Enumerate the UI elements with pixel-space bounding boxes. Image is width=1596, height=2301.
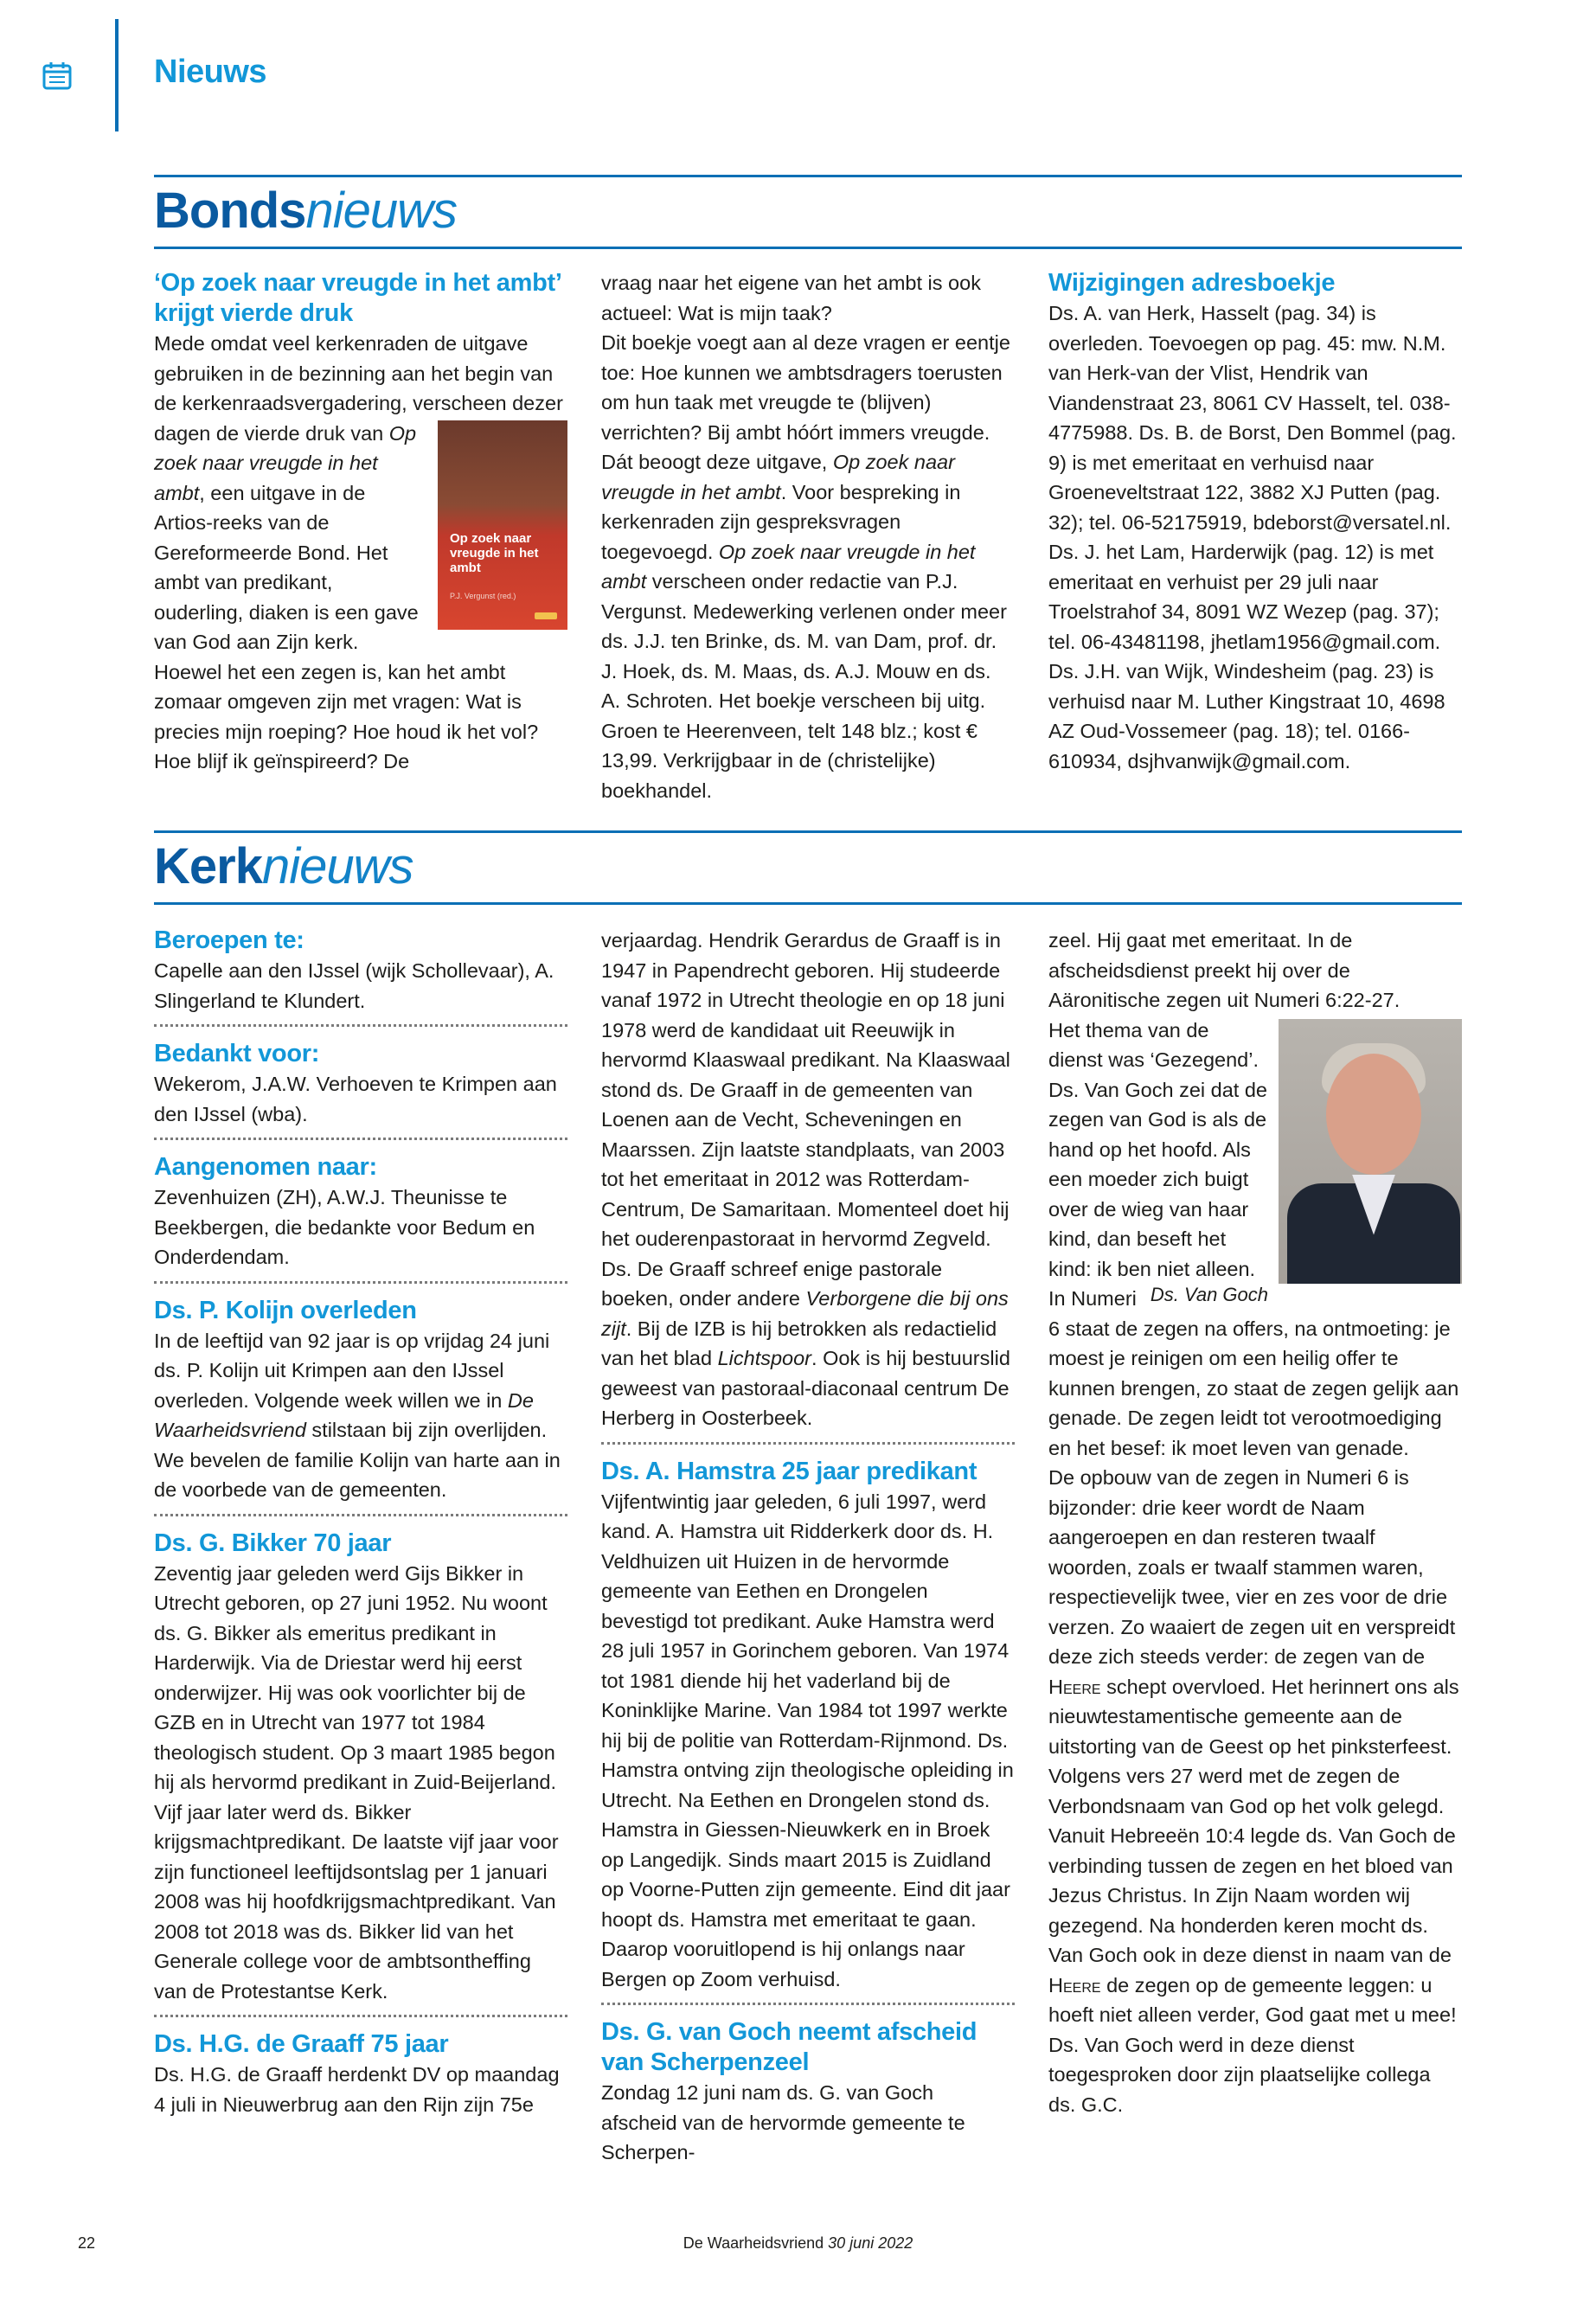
dotted-divider xyxy=(601,2003,1015,2005)
bonds-bottom-rule xyxy=(154,247,1462,249)
dotted-divider xyxy=(154,2015,567,2017)
article-text: Wekerom, J.A.W. Verhoeven te Krimpen aan den IJssel (wba). xyxy=(154,1073,557,1125)
footer-credit xyxy=(0,2234,1596,2253)
article-heading: Beroepen te: xyxy=(154,926,304,954)
bonds-top-rule xyxy=(154,175,1462,177)
dotted-divider xyxy=(154,1024,567,1027)
article-text: In de leeftijd van 92 jaar is op vrijdag 24 juni ds. P. Kolijn uit Krimpen aan den IJssel overleden. Volgende week willen we in De Waarheidsvriend stilstaan bij zijn overlijden. We bevelen de familie Kolijn van harte aan in de voorbede van de gemeenten. xyxy=(154,1329,561,1501)
bonds-title: Bondsnieuws xyxy=(154,183,457,239)
article-text: Het thema van de dienst was ‘Gezegend’. Ds. Van Goch zei dat de zegen van God is als de hand op het hoofd. Als een moeder zich buigt over de wieg van haar kind, dan beseft het kind: ik ben niet alleen. Ds. Van Goch xyxy=(1048,1016,1462,1285)
photo-caption: Ds. Van Goch xyxy=(1150,1284,1268,1305)
publisher-logo xyxy=(535,612,557,619)
bonds-column-2 xyxy=(601,268,1015,805)
page-number: 22 xyxy=(78,2234,96,2252)
article-text: Mede omdat veel kerkenraden de uitgave gebruiken in de bezinning aan het begin van de kerkenraadsvergadering, verscheen dezer dagen de vierde druk van Op zoek naar vreugde in het ambt P.J. Vergunst (red.) Op zoek naar vreugde in het ambt, een uitgave in de Artios-reeks van de Gereformeerde Bond. Het ambt van predikant, ouderling, diaken is een gave van God aan Zijn kerk. Hoewel het een zegen is, kan het ambt zomaar omgeven zijn met vragen: Wat is precies mijn roeping? Hoe houd ik het vol? Hoe blijf ik geïnspireerd? De xyxy=(154,329,567,777)
article-text: Dit boekje voegt aan al deze vragen er eentje toe: Hoe kunnen we ambtsdragers toerusten om hun taak met vreugde te (blijven) verrichten? Bij ambt hóórt immers vreugde. Dát beoogt deze uitgave, Op zoek naar vreugde in het ambt. Voor bespreking in kerkenraden zijn gespreksvragen toegevoegd. Op zoek naar vreugde in het ambt verscheen onder redactie van P.J. Vergunst. Medewerking verlenen onder meer ds. J.J. ten Brinke, ds. M. van Dam, prof. dr. J. Hoek, ds. M. Maas, ds. A.J. Mouw en ds. A. Schroten. Het boekje verscheen bij uitg. Groen te Heerenveen, telt 148 blz.; kost € 13,99. Verkrijgbaar in de (christelijke) boekhandel. xyxy=(601,331,1010,802)
kerk-top-rule xyxy=(154,830,1462,833)
article-text: zeel. Hij gaat met emeritaat. In de afscheidsdienst preekt hij over de Aäronitische zegen uit Numeri 6:22-27. xyxy=(1048,929,1401,1011)
bonds-column-1 xyxy=(154,268,567,777)
article-text: Zeventig jaar geleden werd Gijs Bikker in Utrecht geboren, op 27 juni 1952. Nu woont ds. G. Bikker als emeritus predikant in Harderwijk. Via de Driestar werd hij eerst onderwijzer. Hij was ook voorlichter bij de GZB en in Utrecht van 1977 tot 1984 theologisch student. Op 3 maart 1985 begon hij als hervormd predikant in Zuid-Beijerland. Vijf jaar later werd ds. Bikker krijgsmachtpredikant. De laatste vijf jaar voor zijn functioneel leeftijdsontslag per 1 januari 2008 was hij hoofdkrijgsmachtpredikant. Van 2008 tot 2018 was ds. Bikker lid van het Generale college voor de ambtsontheffing van de Protestantse Kerk. xyxy=(154,1561,559,2003)
article-text: verjaardag. Hendrik Gerardus de Graaff is in 1947 in Papendrecht geboren. Hij studeerde vanaf 1972 in Utrecht theologie en op 18 juni 1978 werd de kandidaat uit Reeuwijk in hervormd Klaaswaal predikant. Na Klaaswaal stond ds. De Graaff in de gemeenten van Loenen aan de Vecht, Scheveningen en Maarssen. Zijn laatste standplaats, van 2003 tot het emeritaat in 2012 was Rotterdam-Centrum, De Samaritaan. Momenteel doet hij het ouderenpastoraat in hervormd Zegveld. Ds. De Graaff schreef enige pastorale boeken, onder andere Verborgene die bij ons zijt. Bij de IZB is hij betrokken als redactielid van het blad Lichtspoor. Ook is hij bestuurslid geweest van pastoraal-diaconaal centrum De Herberg in Oosterbeek. xyxy=(601,929,1010,1429)
article-text: De opbouw van de zegen in Numeri 6 is bijzonder: drie keer wordt de Naam aangeroepen en dan resteren twaalf woorden, zoals er twaalf stammen waren, respectievelijk twee, vier en zes voor de drie verzen. Zo waaiert de zegen uit en verspreidt deze zich steeds verder: de zegen van de Heere schept overvloed. Het herinnert ons als nieuwtestamentische gemeente aan de uitstorting van de Geest op het pinksterfeest. Volgens vers 27 werd met de zegen de Verbondsnaam van God op het volk gelegd. Vanuit Hebreeën 10:4 legde ds. Van Goch de verbinding tussen de zegen en het bloed van Jezus Christus. In Zijn Naam worden wij gezegend. Na honderden keren mocht ds. Van Goch ook in deze dienst in naam van de Heere de zegen op de gemeente leggen: u hoeft niet alleen verder, God gaat met u mee! xyxy=(1048,1466,1459,2026)
article-text: Zevenhuizen (ZH), A.W.J. Theunisse te Beekbergen, die bedankte voor Bedum en Onderdendam. xyxy=(154,1186,535,1268)
article-text: Ds. H.G. de Graaff herdenkt DV op maandag 4 juli in Nieuwerbrug aan den Rijn zijn 75e xyxy=(154,2063,560,2116)
article-heading: Bedankt voor: xyxy=(154,1040,320,1067)
article-heading: Ds. G. Bikker 70 jaar xyxy=(154,1529,392,1557)
article-text: Vijfentwintig jaar geleden, 6 juli 1997, werd kand. A. Hamstra uit Ridderkerk door ds. H. Veldhuizen uit Huizen in de hervormde gemeente van Eethen en Drongelen bevestigd tot predikant. Auke Hamstra werd 28 juli 1957 in Gorinchem geboren. Van 1974 tot 1981 diende hij het vaderland bij de Koninklijke Marine. Van 1984 tot 1997 werkte hij bij de politie van Rotterdam-Rijnmond. Ds. Hamstra ontving zijn theologische opleiding in Utrecht. Na Eethen en Drongelen stond ds. Hamstra in Giessen-Nieuwkerk en in Broek op Langedijk. Sinds maart 2015 is Zuidland op Voorne-Putten zijn gemeente. Eind dit jaar hoopt ds. Hamstra met emeritaat te gaan. Daarop vooruitlopend is hij onlangs naar Bergen op Zoom verhuisd. xyxy=(601,1490,1014,1990)
dotted-divider xyxy=(601,1442,1015,1445)
article-heading: Wijzigingen adresboekje xyxy=(1048,269,1336,297)
section-label: Nieuws xyxy=(154,54,267,90)
kerk-title: Kerknieuws xyxy=(154,838,413,894)
article-heading: Ds. A. Hamstra 25 jaar predikant xyxy=(601,1457,977,1485)
book-cover xyxy=(438,420,567,630)
article-heading: Ds. H.G. de Graaff 75 jaar xyxy=(154,2030,449,2058)
article-text: Ds. A. van Herk, Hasselt (pag. 34) is overleden. Toevoegen op pag. 45: mw. N.M. van Herk-van der Vlist, Hendrik van Viandenstraat 23, 8061 CV Hasselt, tel. 038-4775988. Ds. B. de Borst, Den Bommel (pag. 9) is met emeritaat en verhuisd naar Groeneveltstraat 122, 3882 XJ Putten (pag. 32); tel. 06-52175919, bdeborst@versatel.nl. Ds. J. het Lam, Harderwijk (pag. 12) is met emeritaat en verhuist per 29 juli naar Troelstrahof 34, 8091 WZ Wezep (pag. 37); tel. 06-43481198, jhetlam1956@gmail.com. Ds. J.H. van Wijk, Windesheim (pag. 23) is verhuisd naar M. Luther Kingstraat 10, 4698 AZ Oud-Vossemeer (pag. 18); tel. 0166-610934, dsjhvanwijk@gmail.com. xyxy=(1048,302,1457,772)
book-cover-author: P.J. Vergunst (red.) xyxy=(450,591,516,600)
issue-date: 30 juni 2022 xyxy=(828,2234,913,2252)
portrait-photo xyxy=(1279,1019,1462,1284)
kerk-column-2 xyxy=(601,926,1015,2168)
article-text: Capelle aan den IJssel (wijk Schollevaar), A. Slingerland te Klundert. xyxy=(154,959,554,1012)
bonds-column-3 xyxy=(1048,268,1462,776)
article-heading: Ds. G. van Goch neemt afscheid van Scherpenzeel xyxy=(601,2018,977,2076)
kerk-column-1 xyxy=(154,926,567,2119)
dotted-divider xyxy=(154,1138,567,1140)
calendar-icon xyxy=(42,61,73,92)
article-heading: Ds. P. Kolijn overleden xyxy=(154,1296,417,1324)
kerk-column-3 xyxy=(1048,926,1462,2119)
article-text: Ds. Van Goch werd in deze dienst toegesproken door zijn plaatselijke collega ds. G.C. xyxy=(1048,2033,1431,2116)
book-cover-title: Op zoek naar vreugde in het ambt xyxy=(450,530,539,575)
dotted-divider xyxy=(154,1514,567,1516)
article-text: In Numeri 6 staat de zegen na offers, na ontmoeting: je moest je reinigen om een heilig offer te kunnen brengen, zo staat de zegen gelijk aan genade. De zegen leidt tot verootmoediging en het besef: ik moet leven van genade. xyxy=(1048,1287,1459,1459)
article-heading: Aangenomen naar: xyxy=(154,1153,377,1181)
header-rule xyxy=(115,19,119,131)
kerk-bottom-rule xyxy=(154,902,1462,905)
article-text: Zondag 12 juni nam ds. G. van Goch afscheid van de hervormde gemeente te Scherpen- xyxy=(601,2081,965,2163)
article-heading: ‘Op zoek naar vreugde in het ambt’ krijgt vierde druk xyxy=(154,269,561,327)
magazine-name: De Waarheidsvriend xyxy=(683,2234,824,2252)
dotted-divider xyxy=(154,1281,567,1284)
article-text: vraag naar het eigene van het ambt is ook actueel: Wat is mijn taak? xyxy=(601,272,981,324)
